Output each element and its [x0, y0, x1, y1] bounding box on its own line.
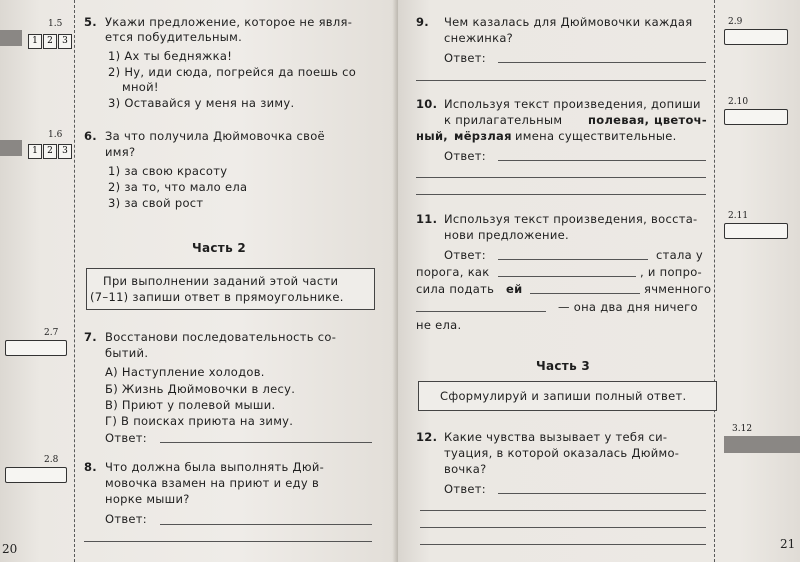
question-11-blank[interactable]	[416, 311, 546, 312]
question-9-answer-label: Ответ:	[444, 51, 486, 65]
question-12-answer-line[interactable]	[420, 510, 706, 511]
question-10-text: имена существительные.	[515, 129, 677, 143]
question-5-text: ется побудительным.	[105, 30, 243, 44]
question-7-number: 7.	[84, 330, 97, 344]
question-5-option: 2) Ну, иди сюда, погрейся да поешь со	[108, 65, 357, 79]
question-12-answer-line[interactable]	[498, 493, 706, 494]
margin-shade	[0, 30, 22, 46]
question-8-answer-label: Ответ:	[105, 512, 147, 526]
question-5-text: Укажи предложение, которое не явля-	[105, 15, 353, 29]
answer-score-box-q9[interactable]	[724, 29, 788, 45]
score-cell[interactable]: 1	[28, 34, 42, 49]
question-12-answer-label: Ответ:	[444, 482, 486, 496]
question-10-answer-label: Ответ:	[444, 149, 486, 163]
question-8-text: норке мыши?	[105, 492, 190, 506]
question-12-number: 12.	[416, 430, 438, 444]
question-10-answer-line[interactable]	[498, 160, 706, 161]
question-6-text: имя?	[105, 145, 136, 159]
margin-code-2-8: 2.8	[44, 455, 59, 465]
question-10-bold-word: цветоч-	[654, 113, 707, 127]
question-10-bold-word: мёрзлая	[454, 129, 512, 143]
question-11-text: ячменного	[644, 282, 712, 296]
question-9-text: Чем казалась для Дюймовочки каждая	[444, 15, 693, 29]
question-11-text: порога, как	[416, 265, 490, 279]
question-8-text: Что должна была выполнять Дюй-	[105, 460, 325, 474]
score-cells-q6[interactable]	[28, 144, 73, 159]
right-margin-line	[714, 0, 715, 562]
question-7-option: Г) В поисках приюта на зиму.	[105, 414, 294, 428]
left-page	[0, 0, 398, 562]
answer-score-box-q12[interactable]	[724, 436, 800, 453]
margin-shade	[0, 140, 22, 156]
question-10-number: 10.	[416, 97, 438, 111]
margin-code-2-11: 2.11	[728, 211, 749, 221]
page-number-right: 21	[780, 537, 796, 551]
question-12-answer-line[interactable]	[420, 527, 706, 528]
question-9-text: снежинка?	[444, 31, 514, 45]
answer-score-box-q8[interactable]	[5, 467, 67, 483]
question-7-option: В) Приют у полевой мыши.	[105, 398, 276, 412]
question-8-answer-line[interactable]	[84, 541, 372, 542]
question-8-text: мовочка взамен на приют и еду в	[105, 476, 320, 490]
question-12-text: вочка?	[444, 462, 487, 476]
question-6-option: 1) за свою красоту	[108, 164, 228, 178]
margin-code-3-12: 3.12	[732, 424, 753, 434]
question-7-option: Б) Жизнь Дюймовочки в лесу.	[105, 382, 296, 396]
question-11-text: сила подать	[416, 282, 495, 296]
question-7-text: Восстанови последовательность со-	[105, 330, 337, 344]
score-cell[interactable]: 2	[43, 144, 57, 159]
part-2-title: Часть 2	[192, 241, 247, 255]
question-11-text: — она два дня ничего	[558, 300, 698, 314]
answer-score-box-q11[interactable]	[724, 223, 788, 239]
part-2-instruction: (7–11) запиши ответ в прямоугольнике.	[90, 290, 344, 304]
margin-code-2-7: 2.7	[44, 328, 59, 338]
question-6-option: 2) за то, что мало ела	[108, 180, 248, 194]
question-11-text: , и попро-	[640, 265, 702, 279]
question-8-number: 8.	[84, 460, 97, 474]
question-7-answer-line[interactable]	[160, 442, 372, 443]
question-9-answer-line[interactable]	[498, 62, 706, 63]
question-7-text: бытий.	[105, 346, 149, 360]
question-5-option: 1) Ах ты бедняжка!	[108, 49, 233, 63]
margin-code-2-9: 2.9	[728, 17, 743, 27]
score-cell[interactable]: 3	[58, 34, 72, 49]
part-3-title: Часть 3	[536, 359, 591, 373]
right-page	[398, 0, 800, 562]
score-cell[interactable]: 1	[28, 144, 42, 159]
question-11-number: 11.	[416, 212, 438, 226]
question-11-blank[interactable]	[498, 276, 636, 277]
score-cell[interactable]: 3	[58, 144, 72, 159]
part-2-instruction: При выполнении заданий этой части	[103, 274, 339, 288]
score-cell[interactable]: 2	[43, 34, 57, 49]
question-9-number: 9.	[416, 15, 429, 29]
question-11-text: не ела.	[416, 318, 462, 332]
left-margin-line	[74, 0, 75, 562]
question-11-text: стала у	[656, 248, 704, 262]
margin-code-1-6: 1.6	[48, 130, 63, 140]
question-11-answer-label: Ответ:	[444, 248, 486, 262]
question-12-text: туация, в которой оказалась Дюймо-	[444, 446, 680, 460]
part-3-instruction: Сформулируй и запиши полный ответ.	[440, 389, 687, 403]
question-11-bold-word: ей	[506, 282, 523, 296]
margin-code-1-5: 1.5	[48, 19, 63, 29]
question-7-answer-label: Ответ:	[105, 431, 147, 445]
question-10-answer-line[interactable]	[416, 177, 706, 178]
score-cells-q5[interactable]	[28, 34, 73, 49]
question-10-text: к прилагательным	[444, 113, 563, 127]
question-6-text: За что получила Дюймовочка своё	[105, 129, 325, 143]
question-5-option: 3) Оставайся у меня на зиму.	[108, 96, 295, 110]
question-6-number: 6.	[84, 129, 97, 143]
question-10-bold-word: полевая,	[588, 113, 650, 127]
question-11-blank[interactable]	[498, 259, 648, 260]
question-10-text: Используя текст произведения, допиши	[444, 97, 701, 111]
question-6-option: 3) за свой рост	[108, 196, 204, 210]
page-number-left: 20	[2, 542, 18, 556]
question-11-text: Используя текст произведения, восста-	[444, 212, 698, 226]
question-10-answer-line[interactable]	[416, 194, 706, 195]
question-11-blank[interactable]	[530, 293, 640, 294]
question-5-option: мной!	[122, 80, 159, 94]
question-8-answer-line[interactable]	[160, 524, 372, 525]
answer-score-box-q7[interactable]	[5, 340, 67, 356]
question-12-answer-line[interactable]	[420, 544, 706, 545]
margin-code-2-10: 2.10	[728, 97, 749, 107]
answer-score-box-q10[interactable]	[724, 109, 788, 125]
question-9-answer-line[interactable]	[416, 80, 706, 81]
question-11-text: нови предложение.	[444, 228, 569, 242]
question-10-bold-word: ный,	[416, 129, 448, 143]
question-7-option: А) Наступление холодов.	[105, 365, 265, 379]
question-5-number: 5.	[84, 15, 97, 29]
question-12-text: Какие чувства вызывает у тебя си-	[444, 430, 668, 444]
